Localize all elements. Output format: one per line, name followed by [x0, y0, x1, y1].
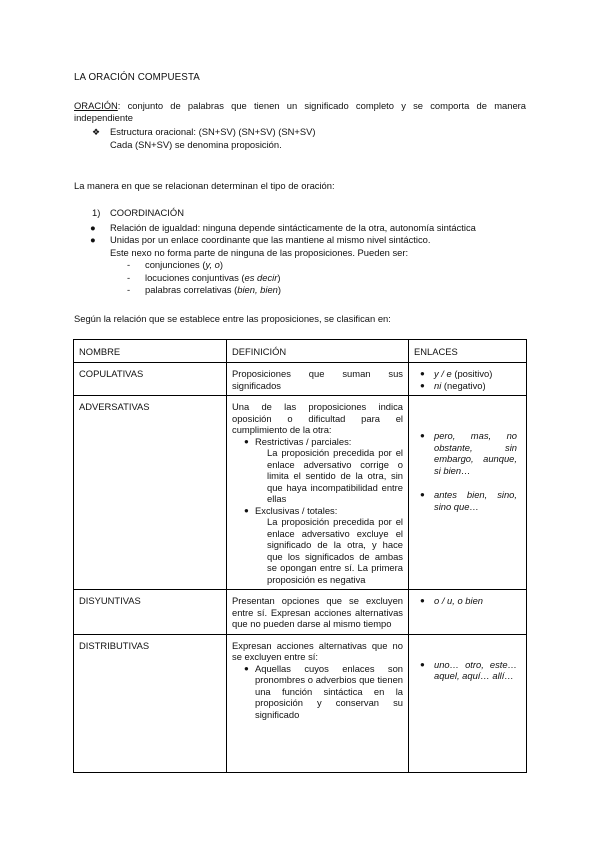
- nexo-type-item: [90, 284, 530, 297]
- cell-definition: Proposiciones que suman sus significados: [227, 363, 409, 396]
- round-bullet-icon: ●: [90, 221, 96, 233]
- classification-table: [73, 339, 527, 773]
- link-item: [414, 368, 521, 380]
- subtype-text: Aquellas cuyos enlaces son pronombres o adverbios que tienen una función sintáctica en la proposición y conservan su significado: [255, 662, 403, 720]
- structure-block: [92, 126, 316, 151]
- structure-note: Cada (SN+SV) se denomina proposición.: [110, 138, 282, 150]
- cell-name: COPULATIVAS: [74, 363, 227, 396]
- subtype-label: Restrictivas / parciales:: [255, 435, 352, 447]
- dash-bullet-icon: -: [127, 284, 131, 295]
- nexo-type-item: [90, 272, 530, 285]
- link-text: ni: [434, 379, 442, 391]
- round-bullet-icon: ●: [420, 659, 425, 669]
- nexo-type-close: ): [219, 259, 223, 270]
- nexo-type-item: [90, 259, 530, 272]
- link-text: uno… otro, este… aquel, aquí… allí…: [434, 658, 517, 681]
- nexo-type-example: bien, bien: [237, 284, 278, 295]
- round-bullet-icon: ●: [420, 490, 425, 499]
- cell-name: DISTRIBUTIVAS: [74, 634, 227, 772]
- link-text: y / e: [434, 368, 452, 379]
- definition-text: Una de las proposiciones indica oposición o dificultad para el cumplimiento de la otra:: [232, 401, 403, 435]
- dash-bullet-icon: -: [127, 271, 131, 283]
- nexo-note-row: [90, 247, 530, 260]
- page-title: LA ORACIÓN COMPUESTA: [74, 72, 200, 83]
- cell-definition: [227, 634, 409, 772]
- cell-name: DISYUNTIVAS: [74, 590, 227, 635]
- link-text: antes bien, sino, sino que…: [434, 489, 517, 512]
- link-item: [414, 659, 521, 682]
- lead-paragraph: La manera en que se relacionan determinan el tipo de oración:: [74, 180, 335, 191]
- nexo-type-close: ): [277, 284, 282, 295]
- round-bullet-icon: ●: [244, 505, 249, 515]
- cell-definition: Presentan opciones que se excluyen entre sí. Expresan acciones alternativas que no pueden darse al mismo tiempo: [227, 590, 409, 635]
- subtype-item: [232, 436, 403, 448]
- definition-text: Expresan acciones alternativas que no se excluyen entre sí:: [232, 639, 403, 662]
- table-row-adversativas: [74, 396, 527, 590]
- definition-text: : conjunto de palabras que tienen un significado completo y se comporta de manera independiente: [74, 100, 526, 123]
- header-nombre: NOMBRE: [74, 340, 227, 363]
- nexo-type-example: es decir: [244, 271, 278, 283]
- nexo-type-label: locuciones conjuntivas (: [145, 271, 245, 283]
- link-item: [414, 380, 521, 392]
- link-text: pero, mas, no obstante, sin embargo, aunque, si bien…: [434, 430, 517, 476]
- coordination-heading-row: [90, 207, 530, 220]
- link-note: (positivo): [451, 368, 493, 379]
- diamond-bullet-icon: ❖: [92, 127, 101, 137]
- link-text: o / u, o bien: [434, 595, 483, 606]
- coordination-bullet-text: Unidas por un enlace coordinante que las mantiene al mismo nivel sintáctico.: [110, 234, 431, 245]
- cell-definition: [227, 396, 409, 590]
- table-row-distributivas: [74, 634, 527, 772]
- table-row-disyuntivas: [74, 590, 527, 635]
- nexo-type-example: y, o: [205, 259, 220, 270]
- round-bullet-icon: ●: [420, 369, 425, 378]
- coordination-bullet-text: Relación de igualdad: ninguna depende sintácticamente de la otra, autonomía sintáctica: [110, 221, 476, 233]
- header-definicion: DEFINICIÓN: [227, 340, 409, 363]
- nexo-note: Este nexo no forma parte de ninguna de las proposiciones. Pueden ser:: [110, 246, 409, 258]
- section-number: 1): [92, 207, 101, 218]
- cell-links: [409, 396, 527, 590]
- round-bullet-icon: ●: [420, 596, 425, 605]
- table-row-copulativas: [74, 363, 527, 396]
- nexo-type-label: conjunciones (: [145, 259, 206, 270]
- round-bullet-icon: ●: [420, 431, 425, 440]
- definition-paragraph: [74, 100, 526, 124]
- subtype-label: Exclusivas / totales:: [255, 504, 338, 516]
- cell-links: [409, 363, 527, 396]
- dash-bullet-icon: -: [127, 259, 131, 270]
- link-note: (negativo): [441, 379, 486, 391]
- nexo-type-label: palabras correlativas (: [145, 284, 238, 295]
- round-bullet-icon: ●: [420, 380, 425, 390]
- nexo-type-close: ): [277, 271, 281, 283]
- coordination-bullet: [90, 234, 530, 247]
- subtype-item: [232, 505, 403, 517]
- coordination-bullet: [90, 222, 530, 235]
- structure-text: Estructura oracional: (SN+SV) (SN+SV) (SN+SV): [110, 126, 316, 137]
- round-bullet-icon: ●: [244, 663, 249, 673]
- cell-name: ADVERSATIVAS: [74, 396, 227, 590]
- structure-item: [92, 126, 316, 139]
- header-enlaces: ENLACES: [409, 340, 527, 363]
- cell-links: [409, 634, 527, 772]
- table-intro: Según la relación que se establece entre las proposiciones, se clasifican en:: [74, 313, 391, 324]
- round-bullet-icon: ●: [244, 436, 249, 446]
- coordination-section: [90, 207, 530, 297]
- table-header-row: [74, 340, 527, 363]
- link-item: [414, 489, 521, 512]
- coordination-heading: COORDINACIÓN: [110, 207, 184, 218]
- round-bullet-icon: ●: [90, 234, 96, 245]
- cell-links: [409, 590, 527, 635]
- subtype-item: [232, 663, 403, 721]
- link-item: [414, 430, 521, 476]
- subtype-text: La proposición precedida por el enlace adversativo excluye el significado de la otra, y hace que los significados de ambas se opongan entre sí. La primera proposición es negativa: [267, 516, 403, 585]
- subtype-text: La proposición precedida por el enlace adversativo corrige o limita el sentido de la otra, sin que haya incompatibilidad entre ellas: [267, 447, 403, 504]
- definition-term: ORACIÓN: [74, 100, 118, 111]
- link-item: [414, 595, 521, 607]
- structure-note-row: [92, 139, 316, 152]
